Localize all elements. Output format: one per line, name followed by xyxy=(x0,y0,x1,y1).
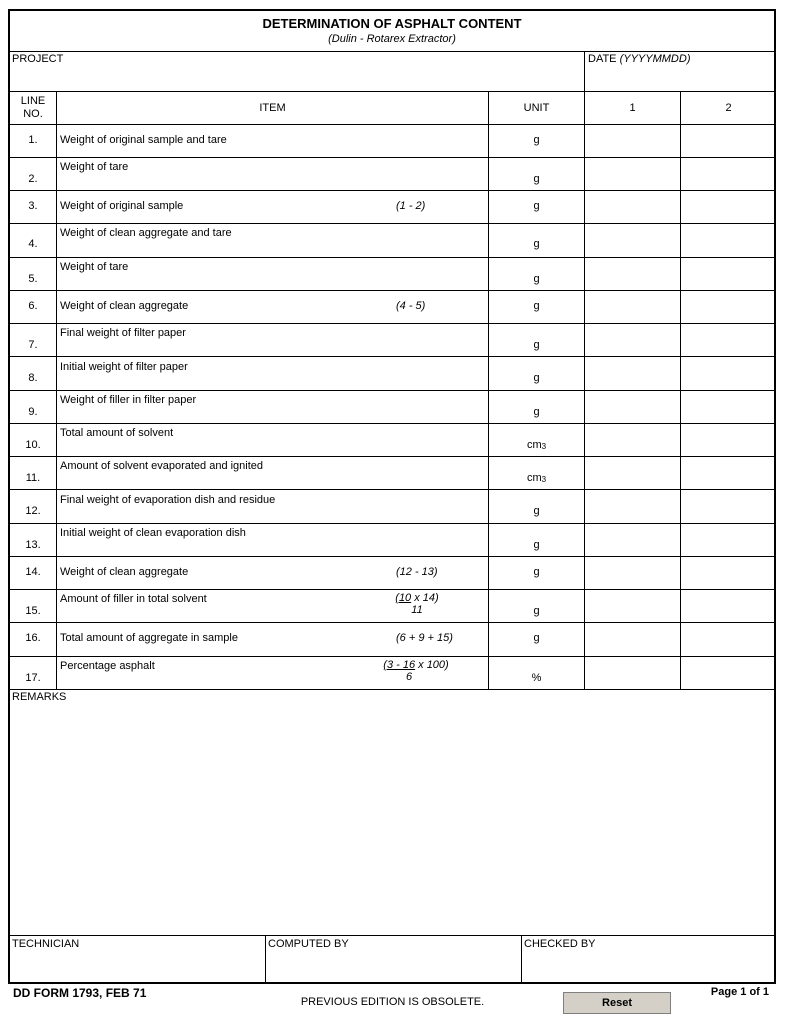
edition-note: PREVIOUS EDITION IS OBSOLETE. xyxy=(300,996,485,1008)
unit-label: g xyxy=(533,505,540,517)
unit-superscript: 3 xyxy=(541,475,547,484)
date-field[interactable] xyxy=(588,69,774,91)
entry-cell-col-2[interactable] xyxy=(681,291,776,322)
checked-by-label: CHECKED BY xyxy=(524,938,596,950)
entry-cell-col-2[interactable] xyxy=(681,457,776,488)
item-label: Weight of clean aggregate xyxy=(60,566,189,578)
formula: (6 + 9 + 15) xyxy=(396,632,453,644)
unit-label: g xyxy=(533,539,540,551)
remarks-label: REMARKS xyxy=(12,691,67,703)
table-row xyxy=(10,656,776,689)
divider xyxy=(584,51,585,91)
line-number: 15. xyxy=(25,605,41,617)
unit-label: % xyxy=(531,672,542,684)
reset-button[interactable]: Reset xyxy=(563,992,671,1014)
entry-cell-col-2[interactable] xyxy=(681,657,776,688)
form-title: DETERMINATION OF ASPHALT CONTENT xyxy=(262,16,522,31)
unit-label: g xyxy=(533,605,540,617)
item-label: Amount of solvent evaporated and ignited xyxy=(60,460,264,472)
entry-cell-col-2[interactable] xyxy=(681,357,776,388)
line-number: 8. xyxy=(28,372,38,384)
formula-fraction xyxy=(376,659,456,683)
entry-cell-col-2[interactable] xyxy=(681,524,776,555)
line-number: 1. xyxy=(28,134,38,146)
item-label: Weight of tare xyxy=(60,261,129,273)
item-label: Total amount of aggregate in sample xyxy=(60,632,238,644)
table-row xyxy=(10,489,776,522)
divider xyxy=(265,935,266,984)
unit-label: g xyxy=(533,238,540,250)
divider xyxy=(10,935,774,936)
formula: (1 - 2) xyxy=(396,200,426,212)
entry-cell-col-1[interactable] xyxy=(585,191,680,222)
unit-text: cm xyxy=(526,439,542,451)
unit-label: g xyxy=(533,300,540,312)
numerator-rest: x 14) xyxy=(411,592,439,604)
page-number: Page 1 of 1 xyxy=(710,986,769,998)
unit-label: g xyxy=(533,566,540,578)
entry-cell-col-2[interactable] xyxy=(681,324,776,355)
item-label: Percentage asphalt xyxy=(60,660,155,672)
technician-field[interactable] xyxy=(14,953,260,981)
line-number: 2. xyxy=(28,173,38,185)
line-number: 10. xyxy=(25,439,41,451)
entry-cell-col-2[interactable] xyxy=(681,623,776,654)
table-row xyxy=(10,356,776,389)
entry-cell-col-1[interactable] xyxy=(585,457,680,488)
entry-cell-col-2[interactable] xyxy=(681,258,776,289)
unit-label: g xyxy=(533,339,540,351)
date-label-text: DATE xyxy=(588,53,617,65)
item-label: Final weight of evaporation dish and residue xyxy=(60,494,276,506)
header-col-1: 1 xyxy=(629,102,636,114)
unit-label: g xyxy=(533,273,540,285)
item-label: Final weight of filter paper xyxy=(60,327,186,339)
formula: (4 - 5) xyxy=(396,300,426,312)
line-number: 13. xyxy=(25,539,41,551)
entry-cell-col-2[interactable] xyxy=(681,490,776,521)
table-row xyxy=(10,523,776,556)
table-row xyxy=(10,323,776,356)
entry-cell-col-2[interactable] xyxy=(681,224,776,255)
line-number: 6. xyxy=(28,300,38,312)
fraction-numerator xyxy=(382,592,452,604)
table-row xyxy=(10,290,776,323)
entry-cell-col-1[interactable] xyxy=(585,291,680,322)
item-label: Total amount of solvent xyxy=(60,427,174,439)
unit-label xyxy=(489,472,584,484)
date-format-hint: (YYYYMMDD) xyxy=(619,53,691,65)
item-label: Initial weight of filter paper xyxy=(60,361,188,373)
entry-cell-col-2[interactable] xyxy=(681,391,776,422)
item-label: Amount of filler in total solvent xyxy=(60,593,207,605)
entry-cell-col-1[interactable] xyxy=(585,657,680,688)
fraction-numerator xyxy=(376,659,456,671)
line-number: 5. xyxy=(28,273,38,285)
item-label: Weight of original sample and tare xyxy=(60,134,227,146)
line-number: 3. xyxy=(28,200,38,212)
table-row xyxy=(10,556,776,589)
table-row xyxy=(10,390,776,423)
entry-cell-col-1[interactable] xyxy=(585,357,680,388)
project-label: PROJECT xyxy=(12,53,64,65)
table-row xyxy=(10,257,776,290)
unit-label: g xyxy=(533,406,540,418)
unit-superscript: 3 xyxy=(541,442,547,451)
entry-cell-col-2[interactable] xyxy=(681,590,776,621)
table-row xyxy=(10,157,776,190)
line-number: 12. xyxy=(25,505,41,517)
line-number: 7. xyxy=(28,339,38,351)
entry-cell-col-1[interactable] xyxy=(585,224,680,255)
remarks-field[interactable] xyxy=(14,707,772,933)
entry-cell-col-2[interactable] xyxy=(681,125,776,156)
item-label: Weight of filler in filter paper xyxy=(60,394,197,406)
fraction-denominator: 11 xyxy=(411,604,423,616)
divider xyxy=(10,689,774,690)
numerator-underlined: (10 xyxy=(395,592,412,604)
table-row xyxy=(10,223,776,256)
header-col-2: 2 xyxy=(725,102,732,114)
unit-label: g xyxy=(533,372,540,384)
entry-cell-col-1[interactable] xyxy=(585,391,680,422)
unit-label xyxy=(489,439,584,451)
line-number: 11. xyxy=(25,472,41,484)
table-row xyxy=(10,589,776,622)
entry-cell-col-1[interactable] xyxy=(585,125,680,156)
entry-cell-col-2[interactable] xyxy=(681,557,776,588)
table-row xyxy=(10,622,776,655)
line-number: 4. xyxy=(28,238,38,250)
entry-cell-col-2[interactable] xyxy=(681,158,776,189)
divider xyxy=(521,935,522,984)
entry-cell-col-1[interactable] xyxy=(585,590,680,621)
entry-cell-col-2[interactable] xyxy=(681,191,776,222)
project-field[interactable] xyxy=(20,69,580,91)
form-frame xyxy=(8,9,776,984)
unit-text: cm xyxy=(526,472,542,484)
divider xyxy=(10,91,774,92)
date-label xyxy=(588,53,690,65)
computed-by-label: COMPUTED BY xyxy=(268,938,349,950)
line-number: 14. xyxy=(25,566,41,578)
divider xyxy=(10,51,774,52)
entry-cell-col-1[interactable] xyxy=(585,623,680,654)
unit-label: g xyxy=(533,632,540,644)
item-label: Initial weight of clean evaporation dish xyxy=(60,527,246,539)
unit-label: g xyxy=(533,134,540,146)
entry-cell-col-1[interactable] xyxy=(585,158,680,189)
formula: (12 - 13) xyxy=(396,566,438,578)
item-label: Weight of tare xyxy=(60,161,129,173)
header-item: ITEM xyxy=(259,102,286,114)
entry-cell-col-1[interactable] xyxy=(585,324,680,355)
table-row xyxy=(10,190,776,223)
entry-cell-col-1[interactable] xyxy=(585,524,680,555)
line-number: 17. xyxy=(25,672,41,684)
item-label: Weight of original sample xyxy=(60,200,184,212)
header-unit: UNIT xyxy=(523,102,550,114)
checked-by-field[interactable] xyxy=(526,953,772,981)
fraction-denominator: 6 xyxy=(405,671,413,683)
technician-label: TECHNICIAN xyxy=(12,938,80,950)
line-number: 9. xyxy=(28,406,38,418)
unit-label: g xyxy=(533,200,540,212)
table-row xyxy=(10,423,776,456)
entry-cell-col-2[interactable] xyxy=(681,424,776,455)
entry-cell-col-1[interactable] xyxy=(585,557,680,588)
table-row xyxy=(10,456,776,489)
unit-label: g xyxy=(533,173,540,185)
formula-fraction xyxy=(382,592,452,616)
line-number: 16. xyxy=(25,632,41,644)
computed-by-field[interactable] xyxy=(270,953,516,981)
table-row xyxy=(10,124,776,157)
numerator-rest: x 100) xyxy=(415,659,449,671)
header-line-no: LINE NO. xyxy=(20,95,46,120)
entry-cell-col-1[interactable] xyxy=(585,490,680,521)
entry-cell-col-1[interactable] xyxy=(585,258,680,289)
item-label: Weight of clean aggregate and tare xyxy=(60,227,232,239)
form-identifier: DD FORM 1793, FEB 71 xyxy=(13,986,147,1000)
form-subtitle: (Dulin - Rotarex Extractor) xyxy=(328,33,456,45)
item-label: Weight of clean aggregate xyxy=(60,300,189,312)
entry-cell-col-1[interactable] xyxy=(585,424,680,455)
numerator-underlined: (3 - 16 xyxy=(383,659,416,671)
